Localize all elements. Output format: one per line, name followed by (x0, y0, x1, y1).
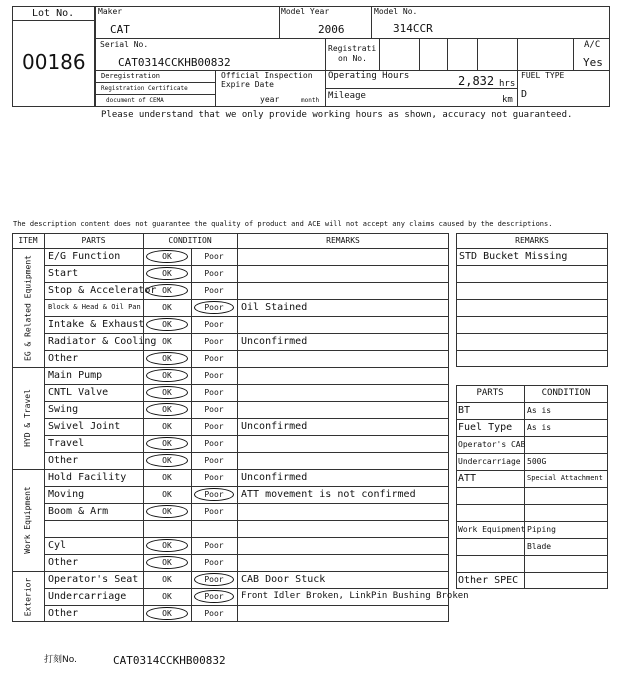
ok-option[interactable]: OK (162, 473, 172, 482)
ok-selected-circle (146, 437, 188, 450)
side-part-condition: As is (527, 406, 552, 415)
poor-option[interactable]: Poor (204, 252, 224, 261)
poor-option[interactable]: Poor (204, 320, 224, 329)
side-part-condition: Special Attachment (527, 474, 603, 482)
poor-option[interactable]: Poor (204, 388, 224, 397)
stamp-label: 打刻No. (44, 655, 77, 665)
poor-option[interactable]: Poor (204, 303, 224, 312)
part-name: Undercarriage (48, 591, 127, 602)
ac-label: A/C (584, 40, 601, 50)
poor-option[interactable]: Poor (204, 286, 224, 295)
part-name: Other (48, 353, 79, 364)
part-name: Moving (48, 489, 85, 500)
registration-label-1: Registrati (328, 44, 377, 53)
poor-option[interactable]: Poor (204, 269, 224, 278)
ok-option[interactable]: OK (162, 337, 172, 346)
part-name: Other (48, 557, 79, 568)
table-row (44, 520, 449, 537)
part-name: Block & Head & Oil Pan (48, 303, 141, 311)
table-row (44, 537, 449, 554)
ok-option[interactable]: OK (162, 609, 172, 618)
poor-option[interactable]: Poor (204, 592, 224, 601)
ok-option[interactable]: OK (162, 405, 172, 414)
part-name: Cyl (48, 540, 67, 551)
maker-value: CAT (110, 23, 130, 36)
side-part-name: Other SPEC (458, 575, 519, 586)
side-parts-header: PARTS (476, 388, 504, 398)
remark-text: Front Idler Broken, LinkPin Bushing Broken (241, 591, 469, 601)
side-condition-header: CONDITION (541, 388, 591, 398)
ok-option[interactable]: OK (162, 354, 172, 363)
part-name: Intake & Exhaust (48, 319, 145, 330)
inspection-label-2: Expire Date (221, 80, 274, 89)
ok-option[interactable]: OK (162, 303, 172, 312)
part-name: Swivel Joint (48, 421, 121, 432)
ok-option[interactable]: OK (162, 592, 172, 601)
side-part-name: Fuel Type (458, 422, 513, 433)
ok-selected-circle (146, 250, 188, 263)
model-no-value: 314CCR (393, 22, 433, 35)
poor-option[interactable]: Poor (204, 541, 224, 550)
poor-option[interactable]: Poor (204, 473, 224, 482)
ok-option[interactable]: OK (162, 371, 172, 380)
remark-text: Unconfirmed (241, 336, 308, 347)
side-part-name: Undercarriage (458, 457, 521, 466)
part-name: Swing (48, 404, 79, 415)
part-name: Other (48, 608, 79, 619)
part-name: Hold Facility (48, 472, 127, 483)
part-name: E/G Function (48, 251, 121, 262)
poor-option[interactable]: Poor (204, 371, 224, 380)
poor-option[interactable]: Poor (204, 337, 224, 346)
poor-option[interactable]: Poor (204, 422, 224, 431)
year-label: year (260, 95, 280, 104)
serial-no-label: Serial No. (100, 40, 149, 49)
ok-selected-circle (146, 403, 188, 416)
ok-selected-circle (146, 369, 188, 382)
lot-no-label: Lot No. (32, 8, 75, 19)
month-label: month (301, 97, 320, 104)
poor-selected-circle (194, 590, 234, 603)
ok-option[interactable]: OK (162, 541, 172, 550)
inspection-label-1: Official Inspection (221, 71, 313, 80)
side-part-name: BT (458, 405, 471, 416)
poor-option[interactable]: Poor (204, 405, 224, 414)
ok-selected-circle (146, 352, 188, 365)
ok-option[interactable]: OK (162, 388, 172, 397)
table-row (44, 401, 449, 418)
side-part-name: ATT (458, 473, 477, 484)
header-remarks: REMARKS (326, 236, 360, 245)
ok-option[interactable]: OK (162, 286, 172, 295)
operating-hours-label: Operating Hours (328, 71, 410, 81)
hrs-unit: hrs (499, 79, 516, 89)
table-row (44, 265, 449, 282)
part-name: Main Pump (48, 370, 103, 381)
poor-selected-circle (194, 573, 234, 586)
ok-selected-circle (146, 284, 188, 297)
poor-option[interactable]: Poor (204, 490, 224, 499)
ok-option[interactable]: OK (162, 320, 172, 329)
ok-option[interactable]: OK (162, 252, 172, 261)
remark-text: Unconfirmed (241, 421, 308, 432)
table-row (44, 350, 449, 367)
remark-text: CAB Door Stuck (241, 574, 326, 585)
poor-option[interactable]: Poor (204, 354, 224, 363)
side-part-condition: As is (527, 423, 552, 432)
header-condition: CONDITION (168, 236, 212, 245)
ac-value: Yes (583, 56, 603, 69)
side-remark-text: STD Bucket Missing (459, 251, 568, 262)
ok-selected-circle (146, 607, 188, 620)
poor-option[interactable]: Poor (204, 558, 224, 567)
header-item: ITEM (18, 236, 38, 245)
part-name: Other (48, 455, 79, 466)
side-remarks-header: REMARKS (515, 236, 549, 245)
side-part-condition: 500G (527, 457, 547, 466)
remark-text: Unconfirmed (241, 472, 308, 483)
ok-option[interactable]: OK (162, 575, 172, 584)
table-row (44, 435, 449, 452)
part-name: Operator's Seat (48, 574, 139, 585)
group-label: Exterior (23, 577, 32, 616)
deregistration-label: Deregistration (101, 72, 161, 80)
group-label: EG & Related Equipment (23, 254, 32, 361)
part-name: CNTL Valve (48, 387, 109, 398)
mileage-label: Mileage (328, 91, 366, 101)
table-row (44, 605, 449, 622)
side-part-condition: Blade (527, 542, 552, 551)
part-name: Start (48, 268, 79, 279)
maker-label: Maker (98, 7, 123, 16)
group-label: HYD & Travel (23, 389, 32, 447)
model-year-label: Model Year (281, 7, 330, 16)
registration-certificate-label: Registration Certificate (101, 85, 188, 92)
part-name: Radiator & Cooling (48, 336, 157, 347)
notice-text: Please understand that we only provide working hours as shown, accuracy not guaranteed. (101, 110, 573, 120)
ok-option[interactable]: OK (162, 456, 172, 465)
ok-selected-circle (146, 318, 188, 331)
part-name: Travel (48, 438, 85, 449)
side-part-name: Operator's CAB (458, 440, 526, 449)
part-name: Stop & Accelerator (48, 285, 157, 296)
group-label: Work Equipment (23, 486, 32, 554)
ok-selected-circle (146, 386, 188, 399)
poor-option[interactable]: Poor (204, 575, 224, 584)
poor-selected-circle (194, 488, 234, 501)
ok-selected-circle (146, 454, 188, 467)
fuel-type-label: FUEL TYPE (521, 71, 565, 80)
poor-selected-circle (194, 301, 234, 314)
ok-option[interactable]: OK (162, 490, 172, 499)
registration-label-2: on No. (338, 54, 367, 63)
ok-option[interactable]: OK (162, 558, 172, 567)
ok-selected-circle (146, 505, 188, 518)
ok-selected-circle (146, 267, 188, 280)
disclaimer-text: The description content does not guarantee the quality of product and ACE will not accept any claims caused by the descriptions. (13, 220, 553, 228)
cema-label: document of CEMA (106, 97, 164, 104)
model-year-value: 2006 (318, 23, 345, 36)
ok-selected-circle (146, 556, 188, 569)
ok-option[interactable]: OK (162, 422, 172, 431)
ok-option[interactable]: OK (162, 507, 172, 516)
ok-option[interactable]: OK (162, 439, 172, 448)
lot-no-value: 00186 (22, 50, 86, 74)
serial-no-value: CAT0314CCKHB00832 (118, 56, 231, 69)
poor-option[interactable]: Poor (204, 507, 224, 516)
header-parts: PARTS (81, 236, 106, 245)
side-part-condition: Piping (527, 525, 556, 534)
poor-option[interactable]: Poor (204, 456, 224, 465)
operating-hours-value: 2,832 (458, 74, 495, 88)
table-row (44, 452, 449, 469)
fuel-type-value: D (521, 89, 528, 100)
stamp-value: CAT0314CCKHB00832 (113, 654, 226, 667)
km-unit: km (502, 95, 513, 105)
poor-option[interactable]: Poor (204, 609, 224, 618)
remark-text: Oil Stained (241, 302, 308, 313)
part-name: Boom & Arm (48, 506, 109, 517)
table-row (44, 367, 449, 384)
ok-selected-circle (146, 539, 188, 552)
model-no-label: Model No. (374, 7, 418, 16)
poor-option[interactable]: Poor (204, 439, 224, 448)
table-row (44, 554, 449, 571)
ok-option[interactable]: OK (162, 269, 172, 278)
remark-text: ATT movement is not confirmed (241, 489, 416, 500)
side-part-name: Work Equipment (458, 525, 526, 534)
